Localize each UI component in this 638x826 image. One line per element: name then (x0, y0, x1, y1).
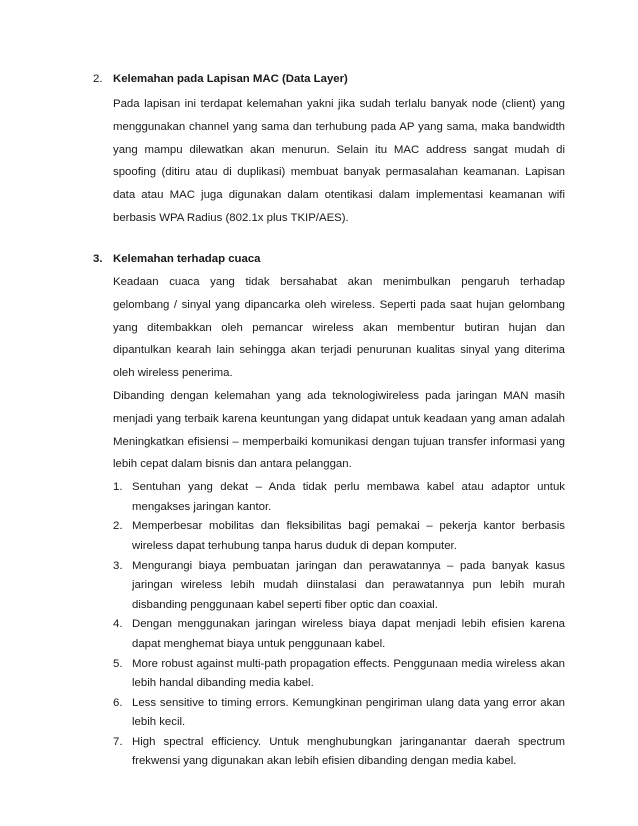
section-3-title: Kelemahan terhadap cuaca (113, 253, 261, 265)
list-item (93, 517, 565, 556)
list-item-text: Dengan menggunakan jaringan wireless biaya dapat menjadi lebih efisien karena dapat menghemat biaya untuk penggunaan kabel. (132, 618, 565, 650)
list-item-text: Less sensitive to timing errors. Kemungkinan pengiriman ulang data yang error akan lebih kecil. (132, 696, 565, 729)
list-item-number: 3. (113, 559, 123, 572)
section-2 (93, 70, 565, 230)
list-item-number: 1. (113, 481, 123, 494)
list-item-text: More robust against multi-path propagation effects. Penggunaan media wireless akan lebih handal dibanding media kabel. (132, 657, 565, 690)
list-item-number: 4. (113, 618, 123, 631)
list-item-text: Memperbesar mobilitas dan fleksibilitas bagi pemakai – pekerja kantor berbasis wireless dapat terhubung tanpa harus duduk di depan komputer. (132, 520, 565, 552)
list-item (93, 733, 565, 772)
list-item (93, 557, 565, 616)
list-item-text: Sentuhan yang dekat – Anda tidak perlu membawa kabel atau adaptor untuk mengakses jaringan kantor. (132, 481, 565, 513)
section-2-paragraph: Pada lapisan ini terdapat kelemahan yakni jika sudah terlalu banyak node (client) yang menggunakan channel yang sama dan terhubung pada AP yang sama, maka bandwidth yang mampu dilewatkan akan menurun. Selain itu MAC address sangat mudah di spoofing (ditiru atau di duplikasi) membuat banyak permasalahan keamanan. Lapisan data atau MAC juga digunakan dalam otentikasi dalam implementasi keamanan wifi berbasis WPA Radius (802.1x plus TKIP/AES). (113, 98, 565, 224)
benefits-list (93, 478, 565, 772)
list-item (93, 694, 565, 733)
list-item-number: 7. (113, 735, 123, 748)
list-item-number: 2. (113, 520, 123, 533)
section-3-paragraph-2: Dibanding dengan kelemahan yang ada teknologiwireless pada jaringan MAN masih menjadi yang terbaik karena keuntungan yang didapat untuk keadaan yang aman adalah Meningkatkan efisiensi – memperbaiki komunikasi dengan tujuan transfer informasi yang lebih cepat dalam bisnis dan antara pelanggan. (113, 389, 565, 471)
section-2-heading (93, 70, 565, 88)
list-item (93, 478, 565, 517)
section-3-heading (93, 250, 565, 268)
section-2-title: Kelemahan pada Lapisan MAC (Data Layer) (113, 73, 348, 85)
section-3 (93, 250, 565, 772)
list-item-text: Mengurangi biaya pembuatan jaringan dan perawatannya – pada banyak kasus jaringan wireless lebih mudah diinstalasi dan perawatannya pun lebih murah disbanding penggunaan kabel seperti fiber optic dan coaxial. (132, 559, 565, 611)
section-3-number: 3. (93, 253, 103, 265)
section-3-paragraph-1: Keadaan cuaca yang tidak bersahabat akan menimbulkan pengaruh terhadap gelombang / sinyal yang dipancarka oleh wireless. Seperti pada saat hujan gelombang yang ditembakkan oleh pemancar wireless akan membentur butiran hujan dan dipantulkan kearah lain sehingga akan terjadi penurunan kualitas sinyal yang diterima oleh wireless penerima. (113, 276, 565, 380)
list-item-text: High spectral efficiency. Untuk menghubungkan jaringanantar daerah spectrum frekwensi yang digunakan akan lebih efisien dibanding dengan media kabel. (132, 735, 565, 768)
section-2-number: 2. (93, 73, 103, 85)
list-item (93, 615, 565, 654)
list-item-number: 6. (113, 696, 123, 709)
list-item-number: 5. (113, 657, 123, 670)
list-item (93, 655, 565, 694)
